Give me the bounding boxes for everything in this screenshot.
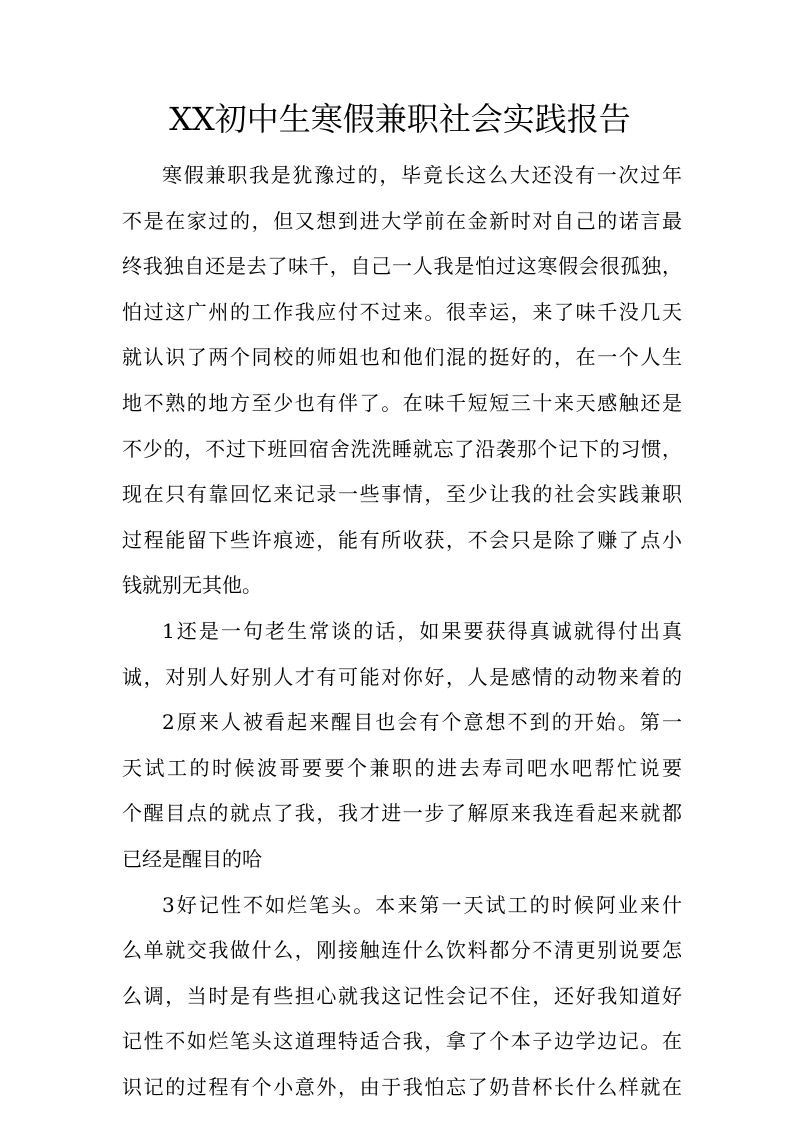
body-line: 终我独自还是去了味千，自己一人我是怕过这寒假会很孤独， [122, 254, 682, 279]
body-line: 钱就别无其他。 [122, 573, 262, 598]
body-line: 天试工的时候波哥要要个兼职的进去寿司吧水吧帮忙说要 [122, 755, 682, 780]
body-line: 么调，当时是有些担心就我这记性会记不住，还好我知道好 [122, 983, 682, 1008]
body-line: 么单就交我做什么，刚接触连什么饮料都分不清更别说要怎 [122, 938, 682, 963]
body-line: 记性不如烂笔头这道理特适合我，拿了个本子边学边记。在 [122, 1029, 682, 1054]
body-line: 寒假兼职我是犹豫过的，毕竟长这么大还没有一次过年 [162, 163, 682, 187]
body-line: 过程能留下些许痕迹，能有所收获，不会只是除了赚了点小 [122, 527, 682, 552]
body-line: 怕过这广州的工作我应付不过来。很幸运，来了味千没几天 [122, 299, 682, 324]
body-line: 2原来人被看起来醒目也会有个意想不到的开始。第一 [162, 710, 682, 735]
document-body [122, 153, 682, 1110]
body-line: 已经是醒目的哈 [122, 846, 262, 871]
body-line: 诚，对别人好别人才有可能对你好，人是感情的动物来着的 [122, 664, 682, 689]
document-title: XX初中生寒假兼职社会实践报告 [169, 100, 631, 138]
body-line: 就认识了两个同校的师姐也和他们混的挺好的，在一个人生 [122, 345, 682, 370]
body-line: 3好记性不如烂笔头。本来第一天试工的时候阿业来什 [162, 892, 682, 917]
body-line: 地不熟的地方至少也有伴了。在味千短短三十来天感触还是 [122, 390, 682, 415]
body-line: 不少的，不过下班回宿舍洗洗睡就忘了沿袭那个记下的习惯， [122, 436, 682, 461]
body-line: 不是在家过的，但又想到进大学前在金新时对自己的诺言最 [122, 208, 682, 233]
body-line: 个醒目点的就点了我，我才进一步了解原来我连看起来就都 [122, 801, 682, 826]
body-line: 识记的过程有个小意外，由于我怕忘了奶昔杯长什么样就在 [122, 1074, 682, 1099]
body-line: 现在只有靠回忆来记录一些事情，至少让我的社会实践兼职 [122, 482, 682, 507]
body-line: 1还是一句老生常谈的话，如果要获得真诚就得付出真 [162, 618, 682, 643]
